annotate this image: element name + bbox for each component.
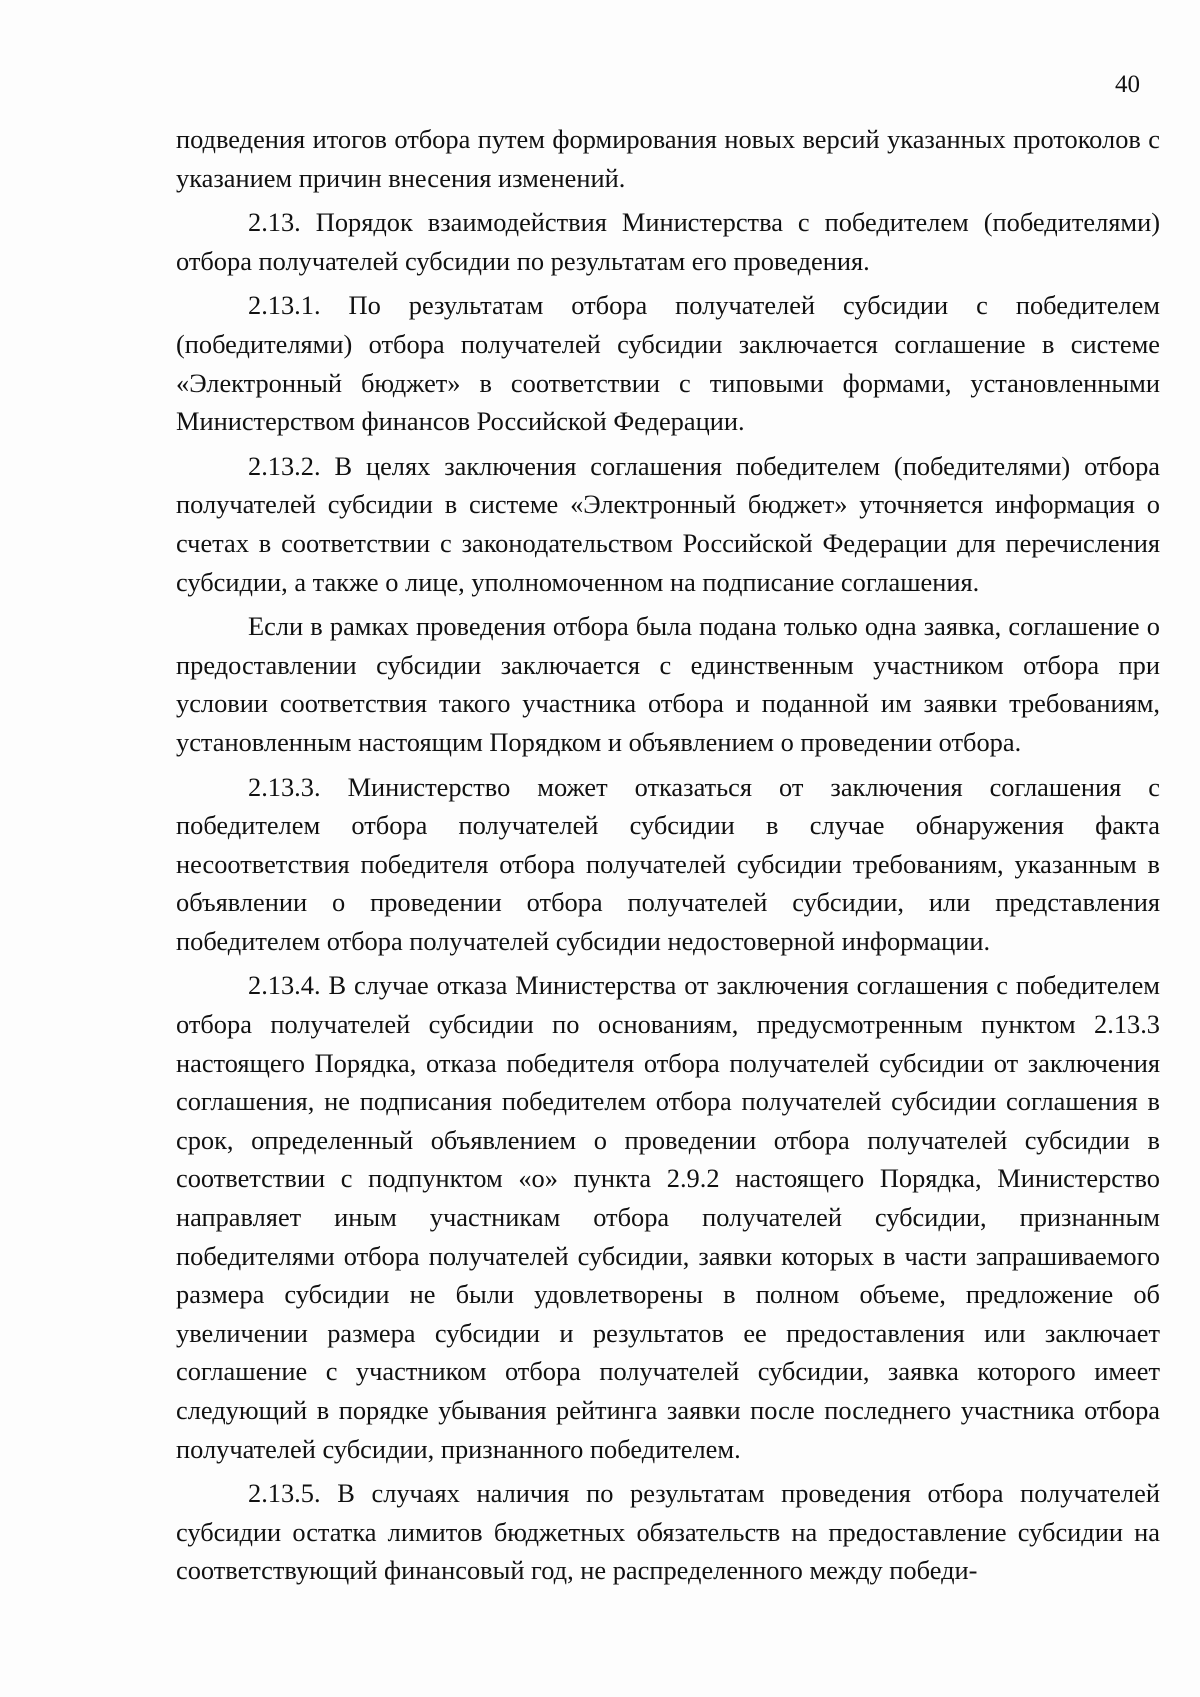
document-body [176, 120, 1160, 1590]
paragraph-2-13-3: 2.13.3. Министерство может отказаться от заключения соглашения с победителем отбора получателей субсидии в случае обнаружения факта несоответствия победителя отбора получателей субсидии требованиям, указанным в объявлении о проведении отбора получателей субсидии, или представления победителем отбора получателей субсидии недостоверной информации. [176, 771, 1160, 956]
paragraph-2-13: 2.13. Порядок взаимодействия Министерства с победителем (победителями) отбора получателей субсидии по результатам его проведения. [176, 207, 1160, 276]
paragraph-2-13-4: 2.13.4. В случае отказа Министерства от заключения соглашения с победителем отбора получателей субсидии по основаниям, предусмотренным пунктом 2.13.3 настоящего Порядка, отказа победителя отбора получателей субсидии от заключения соглашения, не подписания победителем отбора получателей субсидии соглашения в срок, определенный объявлением о проведении отбора получателей субсидии в соответствии с подпунктом «о» пункта 2.9.2 настоящего Порядка, Министерство направляет иным участникам отбора получателей субсидии, признанным победителями отбора получателей субсидии, заявки которых в части запрашиваемого размера субсидии не были удовлетворены в полном объеме, предложение об увеличении размера субсидии и результатов ее предоставления или заключает соглашение с участником отбора получателей субсидии, заявка которого имеет следующий в порядке убывания рейтинга заявки после последнего участника отбора получателей субсидии, признанного победителем. [176, 970, 1160, 1464]
paragraph-continuation: подведения итогов отбора путем формирования новых версий указанных протоколов с указанием причин внесения изменений. [176, 124, 1160, 193]
paragraph-2-13-2: 2.13.2. В целях заключения соглашения победителем (победителями) отбора получателей субсидии в системе «Электронный бюджет» уточняется информация о счетах в соответствии с законодательством Российской Федерации для перечисления субсидии, а также о лице, уполномоченном на подписание соглашения. [176, 450, 1160, 597]
page-number: 40 [1115, 71, 1140, 98]
paragraph-single-application: Если в рамках проведения отбора была подана только одна заявка, соглашение о предоставлении субсидии заключается с единственным участником отбора при условии соответствия такого участника отбора и поданной им заявки требованиям, установленным настоящим Порядком и объявлением о проведении отбора. [176, 611, 1160, 757]
paragraph-2-13-1: 2.13.1. По результатам отбора получателей субсидии с победителем (победителями) отбора получателей субсидии заключается соглашение в системе «Электронный бюджет» в соответствии с типовыми формами, установленными Министерством финансов Российской Федерации. [176, 290, 1160, 437]
paragraph-2-13-5: 2.13.5. В случаях наличия по результатам проведения отбора получателей субсидии остатка лимитов бюджетных обязательств на предоставление субсидии на соответствующий финансовый год, не распределенного между победи- [176, 1478, 1160, 1586]
